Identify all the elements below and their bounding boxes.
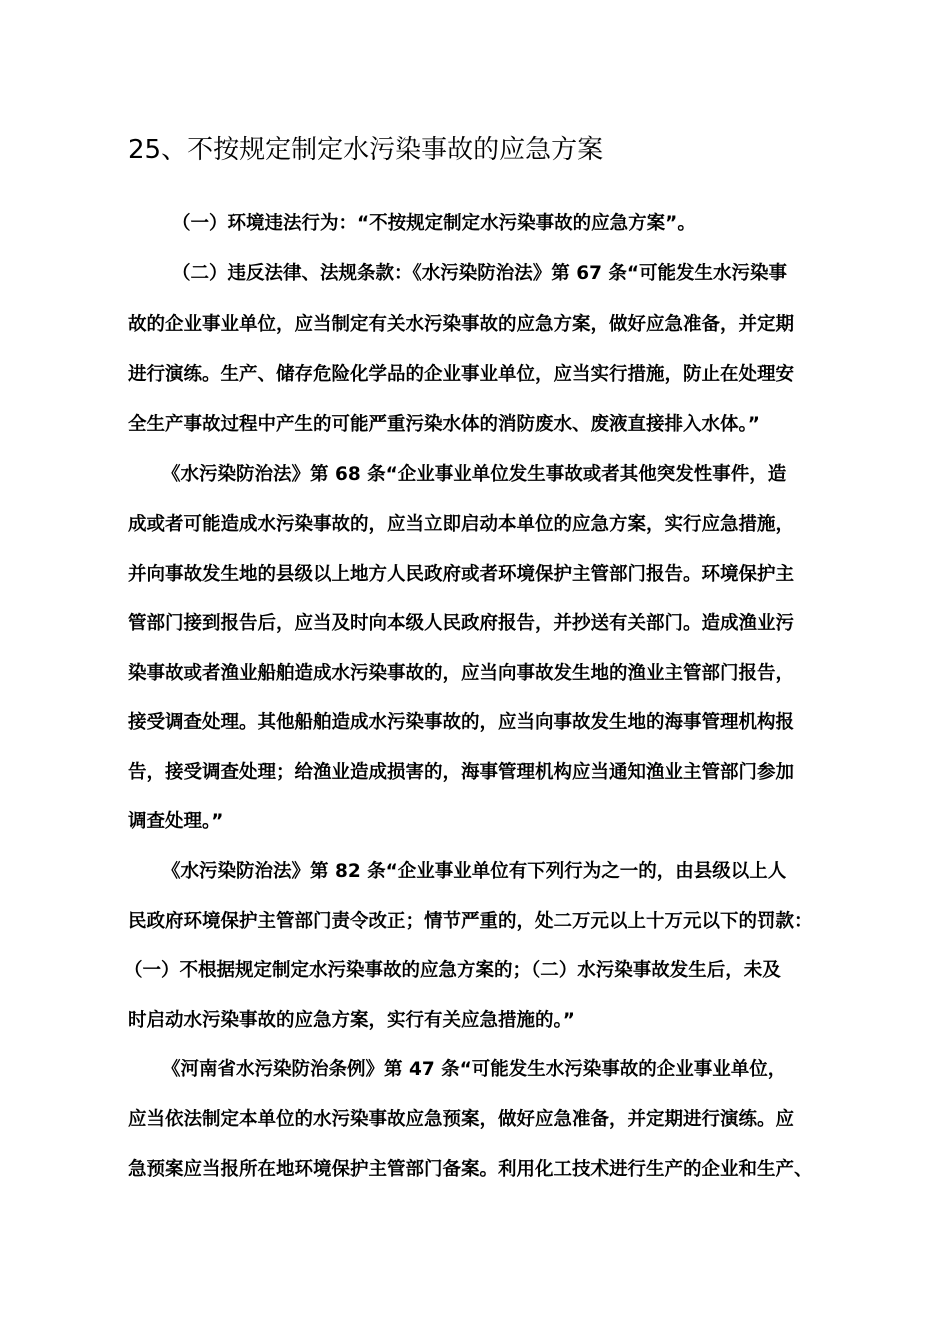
paragraph-line: （二）违反法律、法规条款：《水污染防治法》第 67 条“可能发生水污染事 — [172, 263, 788, 284]
paragraph-line: 成或者可能造成水污染事故的，应当立即启动本单位的应急方案，实行应急措施， — [128, 514, 795, 535]
paragraph-line: （一）环境违法行为：“不按规定制定水污染事故的应急方案”。 — [172, 213, 696, 234]
paragraph-line: 进行演练。生产、储存危险化学品的企业事业单位，应当实行措施，防止在处理安 — [128, 364, 795, 385]
paragraph-line: 急预案应当报所在地环境保护主管部门备案。利用化工技术进行生产的企业和生产、 — [128, 1159, 813, 1180]
section-heading: 25、不按规定制定水污染事故的应急方案 — [128, 135, 604, 165]
paragraph-line: （一）不根据规定制定水污染事故的应急方案的；（二）水污染事故发生后，未及 — [124, 960, 781, 981]
paragraph-line: 接受调查处理。其他船舶造成水污染事故的，应当向事故发生地的海事管理机构报 — [128, 712, 795, 733]
paragraph-line: 时启动水污染事故的应急方案，实行有关应急措施的。” — [128, 1010, 575, 1031]
paragraph-line: 《水污染防治法》第 68 条“企业事业单位发生事故或者其他突发性事件，造 — [162, 464, 787, 485]
paragraph-line: 染事故或者渔业船舶造成水污染事故的，应当向事故发生地的渔业主管部门报告， — [128, 663, 795, 684]
paragraph-line: 全生产事故过程中产生的可能严重污染水体的消防废水、废液直接排入水体。” — [128, 414, 760, 435]
paragraph-line: 《水污染防治法》第 82 条“企业事业单位有下列行为之一的，由县级以上人 — [162, 861, 787, 882]
paragraph-line: 应当依法制定本单位的水污染事故应急预案，做好应急准备，并定期进行演练。应 — [128, 1109, 795, 1130]
paragraph-line: 告，接受调查处理；给渔业造成损害的，海事管理机构应当通知渔业主管部门参加 — [128, 762, 795, 783]
paragraph-line: 故的企业事业单位，应当制定有关水污染事故的应急方案，做好应急准备，并定期 — [128, 314, 795, 335]
paragraph-line: 《河南省水污染防治条例》第 47 条“可能发生水污染事故的企业事业单位， — [162, 1059, 787, 1080]
paragraph-line: 管部门接到报告后，应当及时向本级人民政府报告，并抄送有关部门。造成渔业污 — [128, 613, 795, 634]
paragraph-line: 并向事故发生地的县级以上地方人民政府或者环境保护主管部门报告。环境保护主 — [128, 564, 795, 585]
paragraph-line: 民政府环境保护主管部门责令改正；情节严重的，处二万元以上十万元以下的罚款： — [128, 911, 813, 932]
paragraph-line: 调查处理。” — [128, 811, 224, 832]
